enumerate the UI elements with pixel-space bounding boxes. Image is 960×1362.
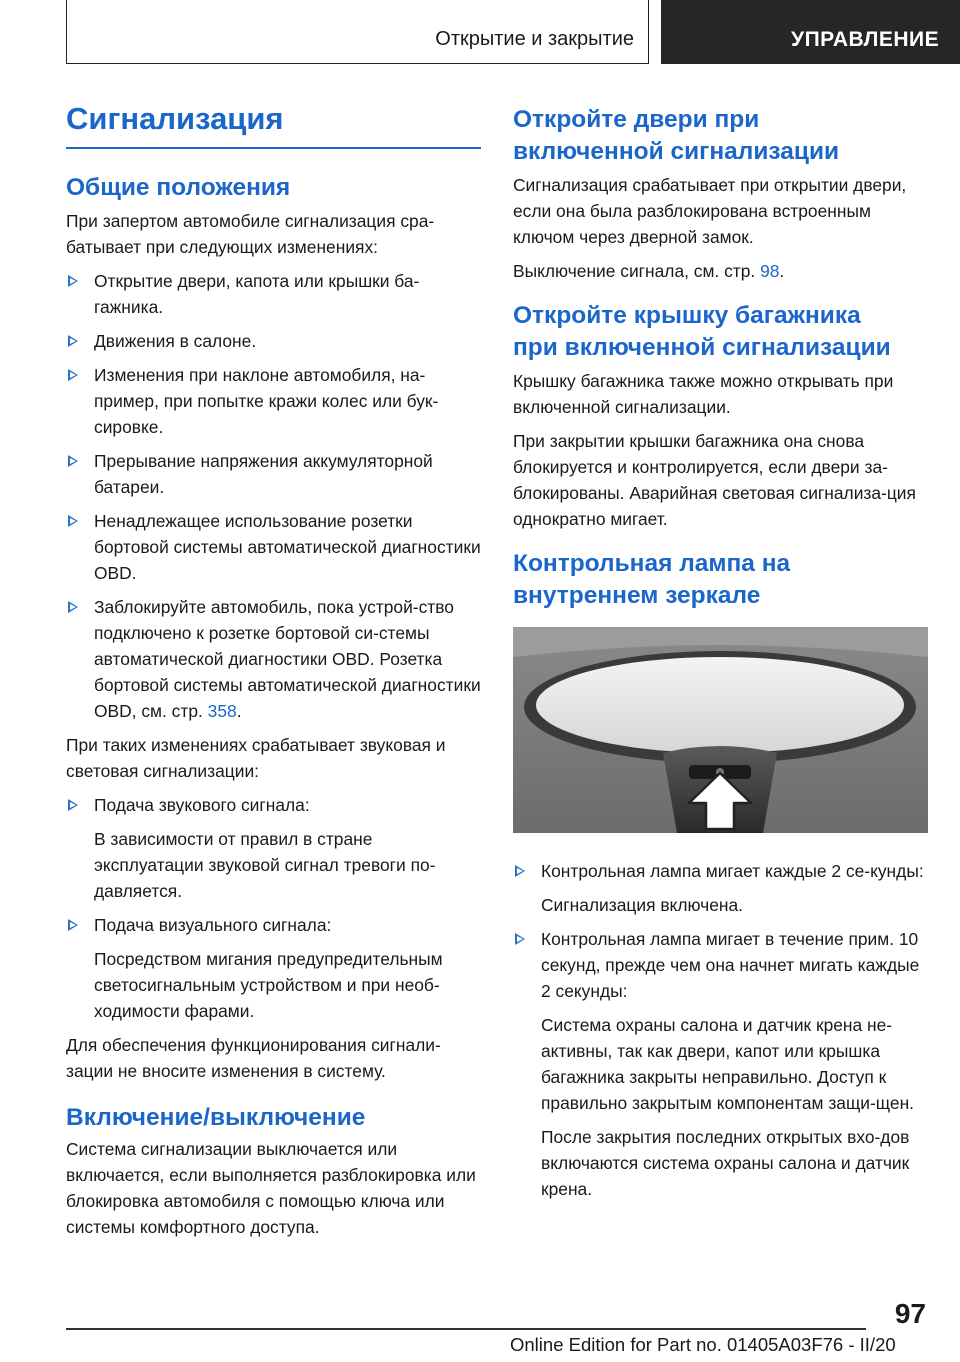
list-item: Ненадлежащее использование розетки бортовой системы автоматической диагностики OBD. (66, 508, 481, 586)
doors-heading-line1: Откройте двери при (513, 106, 760, 133)
triangle-bullet-icon (68, 515, 78, 527)
triangle-bullet-icon (68, 335, 78, 347)
list-item: Изменения при наклоне автомобиля, на-пример, при попытке кражи колес или бук-сировке. (66, 362, 481, 440)
page-number: 97 (894, 1298, 926, 1329)
sound-text: В зависимости от правил в стране эксплуатации звуковой сигнал тревоги по-давляется. (94, 829, 436, 901)
switching-heading: Включение/выключение (66, 1104, 366, 1131)
general-section (66, 172, 481, 1248)
general-note: Для обеспечения функционирования сигнали-зации не вносите изменения в систему. (66, 1035, 441, 1081)
triangle-bullet-icon (68, 601, 78, 613)
triggers-intro: При таких изменениях срабатывает звуковая и световая сигнализации: (66, 735, 446, 781)
list-item: Контрольная лампа мигает каждые 2 се-кунды: (513, 858, 928, 884)
triangle-bullet-icon (68, 919, 78, 931)
chapter-header-box (661, 0, 960, 64)
footer-rule (66, 1328, 866, 1330)
doors-text: Сигнализация срабатывает при открытии двери, если она была разблокирована встроенным ключом через дверной замок. (513, 175, 907, 247)
chapter-title: УПРАВЛЕНИЕ (791, 28, 940, 51)
general-heading: Общие положения (66, 174, 291, 201)
edition-text: Online Edition for Part no. 01405A03F76 - II/20 (510, 1334, 896, 1355)
list-item: Движения в салоне. (66, 328, 481, 354)
lamp-section (513, 858, 928, 1210)
triangle-bullet-icon (68, 799, 78, 811)
triangle-bullet-icon (68, 369, 78, 381)
page-link-358[interactable]: 358 (207, 701, 237, 721)
trunk-heading-line1: Откройте крышку багажника (513, 302, 861, 329)
lamp-heading-line2: внутреннем зеркале (513, 582, 761, 609)
page-link-98[interactable]: 98 (760, 261, 780, 281)
list-item: Контрольная лампа мигает в течение прим. 10 секунд, прежде чем она начнет мигать каждые 2 секунды: (513, 926, 928, 1004)
lamp-item2-sub1: Система охраны салона и датчик крена не-активны, так как двери, капот или крышка багажника закрыты неправильно. Доступ к правильно закрытым компонентам защи-щен. (541, 1015, 915, 1113)
doors-section (513, 104, 928, 612)
triangle-bullet-icon (515, 933, 525, 945)
visual-text: Посредством мигания предупредительным светосигнальным устройством и при необ-ходимости фарами. (94, 949, 443, 1021)
title-rule (66, 147, 481, 149)
main-title: Сигнализация (66, 101, 284, 136)
list-item: Подача визуального сигнала: (66, 912, 481, 938)
section-header-box (66, 0, 649, 64)
triangle-bullet-icon (515, 865, 525, 877)
rearview-mirror-illustration (513, 627, 928, 833)
list-item: Открытие двери, капота или крышки ба-гажника. (66, 268, 481, 320)
trunk-text-2: При закрытии крышки багажника она снова блокируется и контролируется, если двери за-блокированы. Аварийная световая сигнализа-ция однократно мигает. (513, 431, 916, 529)
list-item: Прерывание напряжения аккумуляторной батареи. (66, 448, 481, 500)
triangle-bullet-icon (68, 275, 78, 287)
section-title: Открытие и закрытие (435, 28, 634, 50)
lamp-item2-sub2: После закрытия последних открытых вхо-дов включаются система охраны салона и датчик крена. (541, 1127, 910, 1199)
list-item: Заблокируйте автомобиль, пока устрой-ство подключено к розетке бортовой си-стемы автоматической диагностики OBD. Розетка бортовой системы автоматической диагностики OBD, см. стр. 358. (66, 594, 481, 724)
lamp-item1-sub: Сигнализация включена. (541, 895, 744, 915)
switching-text: Система сигнализации выключается или включается, если выполняется разблокировка или блокировка автомобиля с помощью ключа или системы комфортного доступа. (66, 1139, 476, 1237)
triangle-bullet-icon (68, 455, 78, 467)
lamp-heading-line1: Контрольная лампа на (513, 550, 791, 577)
list-item: Подача звукового сигнала: (66, 792, 481, 818)
doors-ref: Выключение сигнала, см. стр. 98. (513, 261, 785, 281)
doors-heading-line2: включенной сигнализации (513, 138, 840, 165)
general-intro: При запертом автомобиле сигнализация сра-батывает при следующих изменениях: (66, 211, 435, 257)
trunk-heading-line2: при включенной сигнализации (513, 334, 891, 361)
trunk-text-1: Крышку багажника также можно открывать при включенной сигнализации. (513, 371, 894, 417)
